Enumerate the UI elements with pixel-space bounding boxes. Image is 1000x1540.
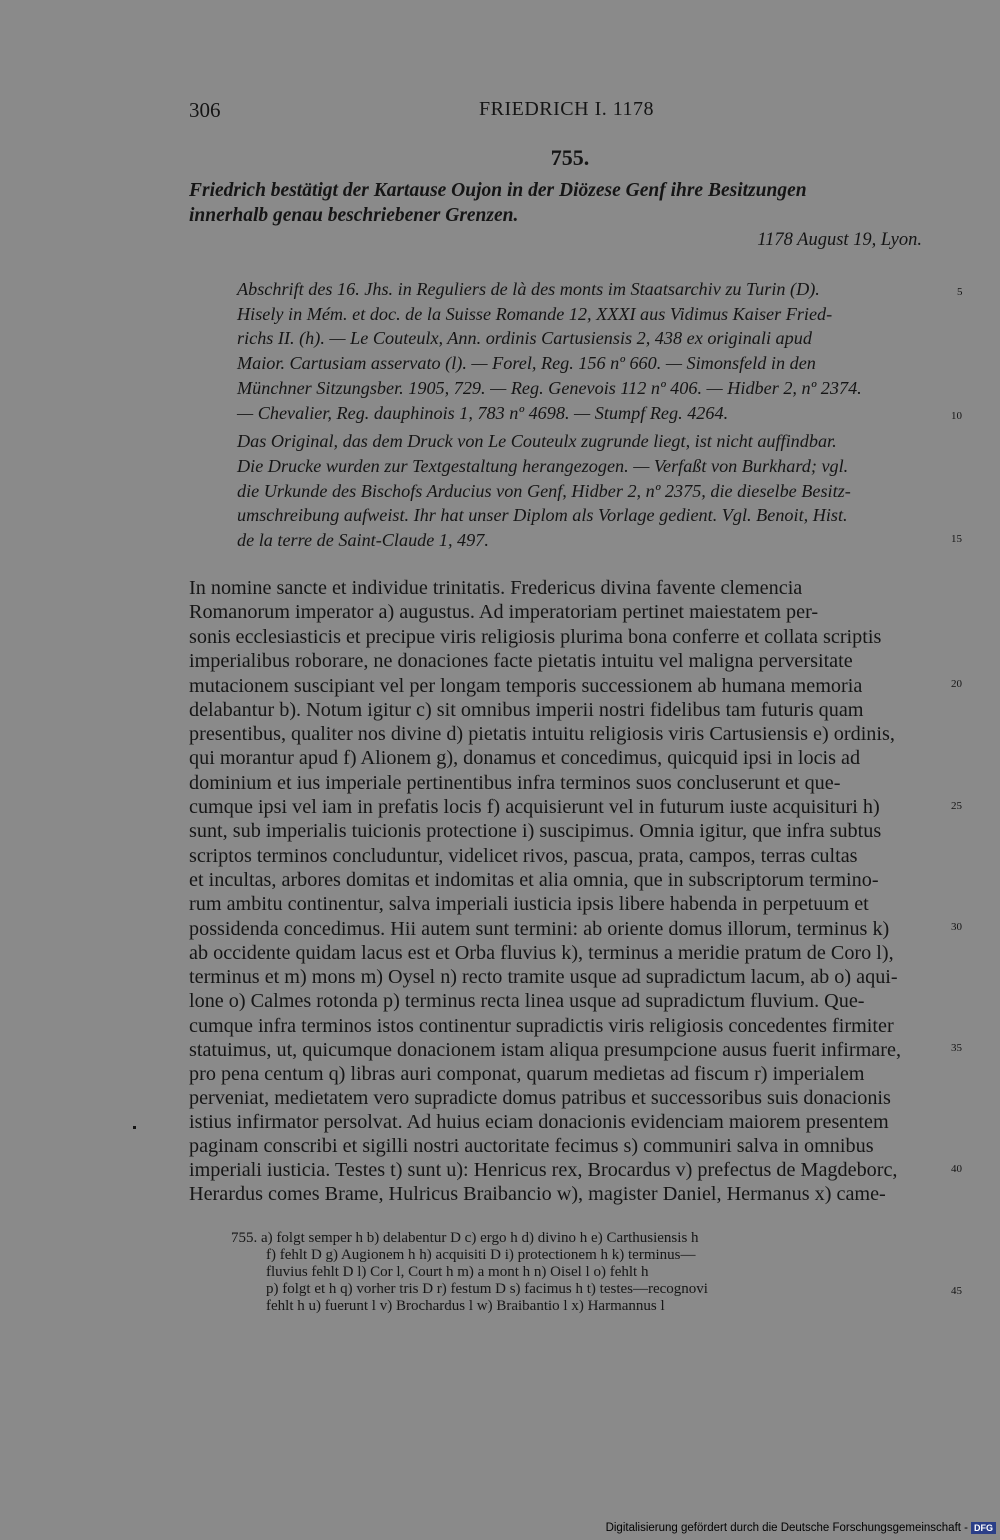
body-line: In nomine sancte et individue trinitatis. Fredericus divina favente clemencia: [189, 577, 803, 599]
source-line: — Chevalier, Reg. dauphinois 1, 783 nº 4698. — Stumpf Reg. 4264.: [237, 403, 729, 423]
margin-line-number: 40: [951, 1163, 962, 1175]
body-line: ab occidente quidam lacus est et Orba fluvius k), terminus a meridie pratum de Coro l),: [189, 942, 894, 964]
footnote-line: fehlt h u) fuerunt l v) Brochardus l w) Braibantio l x) Harmannus l: [266, 1298, 665, 1314]
footnote-line: p) folgt et h q) vorher tris D r) festum D s) facimus h t) testes—recognovi: [266, 1281, 708, 1297]
dateline: 1178 August 19, Lyon.: [757, 230, 922, 250]
margin-line-number: 35: [951, 1042, 962, 1054]
source-line: Hisely in Mém. et doc. de la Suisse Romande 12, XXXI aus Vidimus Kaiser Fried-: [237, 304, 833, 324]
body-line: statuimus, ut, quicumque donacionem istam aliqua presumpcione ausus fuerit infirmare,: [189, 1039, 901, 1061]
margin-line-number: 30: [951, 921, 962, 933]
document-number: 755.: [550, 145, 590, 170]
summary-line: innerhalb genau beschriebener Grenzen.: [189, 205, 519, 226]
body-line: imperialibus roborare, ne donaciones facte pietatis intuitu vel maligna perversitate: [189, 650, 853, 672]
body-line: perveniat, medietatem vero supradicte domus patribus et successoribus suis donacionis: [189, 1087, 891, 1109]
source-line: Das Original, das dem Druck von Le Couteulx zugrunde liegt, ist nicht auffindbar.: [237, 431, 837, 451]
body-line: scriptos terminos concluduntur, videlicet rivos, pascua, prata, campos, terras cultas: [189, 845, 858, 867]
body-line: et incultas, arbores domitas et indomitas et alia omnia, que in subscriptorum termino-: [189, 869, 879, 891]
footnote-line: 755. a) folgt semper h b) delabentur D c) ergo h d) divino h e) Carthusiensis h: [231, 1230, 699, 1246]
body-line: mutacionem suscipiant vel per longam temporis successionem ab humana memoria: [189, 675, 863, 697]
margin-line-number: 5: [957, 286, 963, 298]
body-line: dominium et ius imperiale pertinentibus infra terminos suos concluserunt et que-: [189, 772, 841, 794]
body-line: sunt, sub imperialis tuicionis protectione i) suscipimus. Omnia igitur, que infra subtus: [189, 820, 882, 842]
body-line: sonis ecclesiasticis et precipue viris religiosis plurima bona conferre et collata scriptis: [189, 626, 882, 648]
footnote-line: fluvius fehlt D l) Cor l, Court h m) a mont h n) Oisel l o) fehlt h: [266, 1264, 649, 1280]
source-line: Abschrift des 16. Jhs. in Reguliers de là des monts im Staatsarchiv zu Turin (D).: [237, 279, 820, 299]
source-line: umschreibung aufweist. Ihr hat unser Diplom als Vorlage gedient. Vgl. Benoit, Hist.: [237, 505, 848, 525]
footer-credit: [606, 1522, 996, 1534]
body-line: cumque ipsi vel iam in prefatis locis f) acquisierunt vel in futurum iuste acquisituri h): [189, 796, 880, 818]
body-line: delabantur b). Notum igitur c) sit omnibus imperii nostri fidelibus tam futuris quam: [189, 699, 864, 721]
body-line: qui morantur apud f) Alionem g), donamus et concedimus, quicquid ipsi in locis ad: [189, 747, 861, 769]
body-line: pro pena centum q) libras auri componat, quarum medietas ad fiscum r) imperialem: [189, 1063, 865, 1085]
body-line: Herardus comes Brame, Hulricus Braibancio w), magister Daniel, Hermanus x) came-: [189, 1183, 886, 1205]
margin-line-number: 20: [951, 678, 962, 690]
margin-line-number: 45: [951, 1285, 962, 1297]
body-line: lone o) Calmes rotonda p) terminus recta linea usque ad supradictum fluvium. Que-: [189, 990, 865, 1012]
footnote-line: f) fehlt D g) Augionem h h) acquisiti D i) protectionem h k) terminus—: [266, 1247, 696, 1263]
body-line: cumque infra terminos istos continentur supradictis viris religiosis concedentes firmiter: [189, 1015, 894, 1037]
stray-mark: [133, 1126, 136, 1129]
margin-line-number: 25: [951, 800, 962, 812]
body-line: imperiali iusticia. Testes t) sunt u): Henricus rex, Brocardus v) prefectus de Magdeborc,: [189, 1159, 898, 1181]
footer-text: Digitalisierung gefördert durch die Deutsche Forschungsgemeinschaft -: [605, 1522, 968, 1535]
source-line: Die Drucke wurden zur Textgestaltung herangezogen. — Verfaßt von Burkhard; vgl.: [237, 456, 849, 476]
source-line: Münchner Sitzungsber. 1905, 729. — Reg. Genevois 112 nº 406. — Hidber 2, nº 2374.: [237, 378, 862, 398]
summary-line: Friedrich bestätigt der Kartause Oujon in der Diözese Genf ihre Besitzungen: [189, 180, 807, 201]
body-line: istius infirmator persolvat. Ad huius eciam donacionis evidenciam maiorem presentem: [189, 1111, 889, 1133]
source-line: die Urkunde des Bischofs Arducius von Genf, Hidber 2, nº 2375, die dieselbe Besitz-: [237, 481, 851, 501]
body-line: presentibus, qualiter nos divine d) pietatis intuitu religiosis viris Cartusiensis e) ordinis,: [189, 723, 895, 745]
running-title: FRIEDRICH I. 1178: [479, 98, 654, 120]
margin-line-number: 10: [951, 410, 962, 422]
dfg-logo: DFG: [971, 1522, 996, 1534]
body-line: rum ambitu continentur, salva imperiali iusticia ipsis libere habenda in perpetuum et: [189, 893, 869, 915]
body-line: terminus et m) mons m) Oysel n) recto tramite usque ad supradictum lacum, ab o) aqui-: [189, 966, 898, 988]
body-line: Romanorum imperator a) augustus. Ad imperatoriam pertinet maiestatem per-: [189, 601, 819, 623]
margin-line-number: 15: [951, 533, 962, 545]
page-number: 306: [189, 98, 221, 122]
source-line: richs II. (h). — Le Couteulx, Ann. ordinis Cartusiensis 2, 438 ex originali apud: [237, 328, 812, 348]
source-line: Maior. Cartusiam asservato (l). — Forel, Reg. 156 nº 660. — Simonsfeld in den: [237, 353, 816, 373]
body-line: paginam conscribi et sigilli nostri auctoritate fecimus s) communiri salva in omnibus: [189, 1135, 874, 1157]
source-line: de la terre de Saint-Claude 1, 497.: [237, 530, 489, 550]
body-line: possidenda concedimus. Hii autem sunt termini: ab oriente domus illorum, terminus k): [189, 918, 890, 940]
